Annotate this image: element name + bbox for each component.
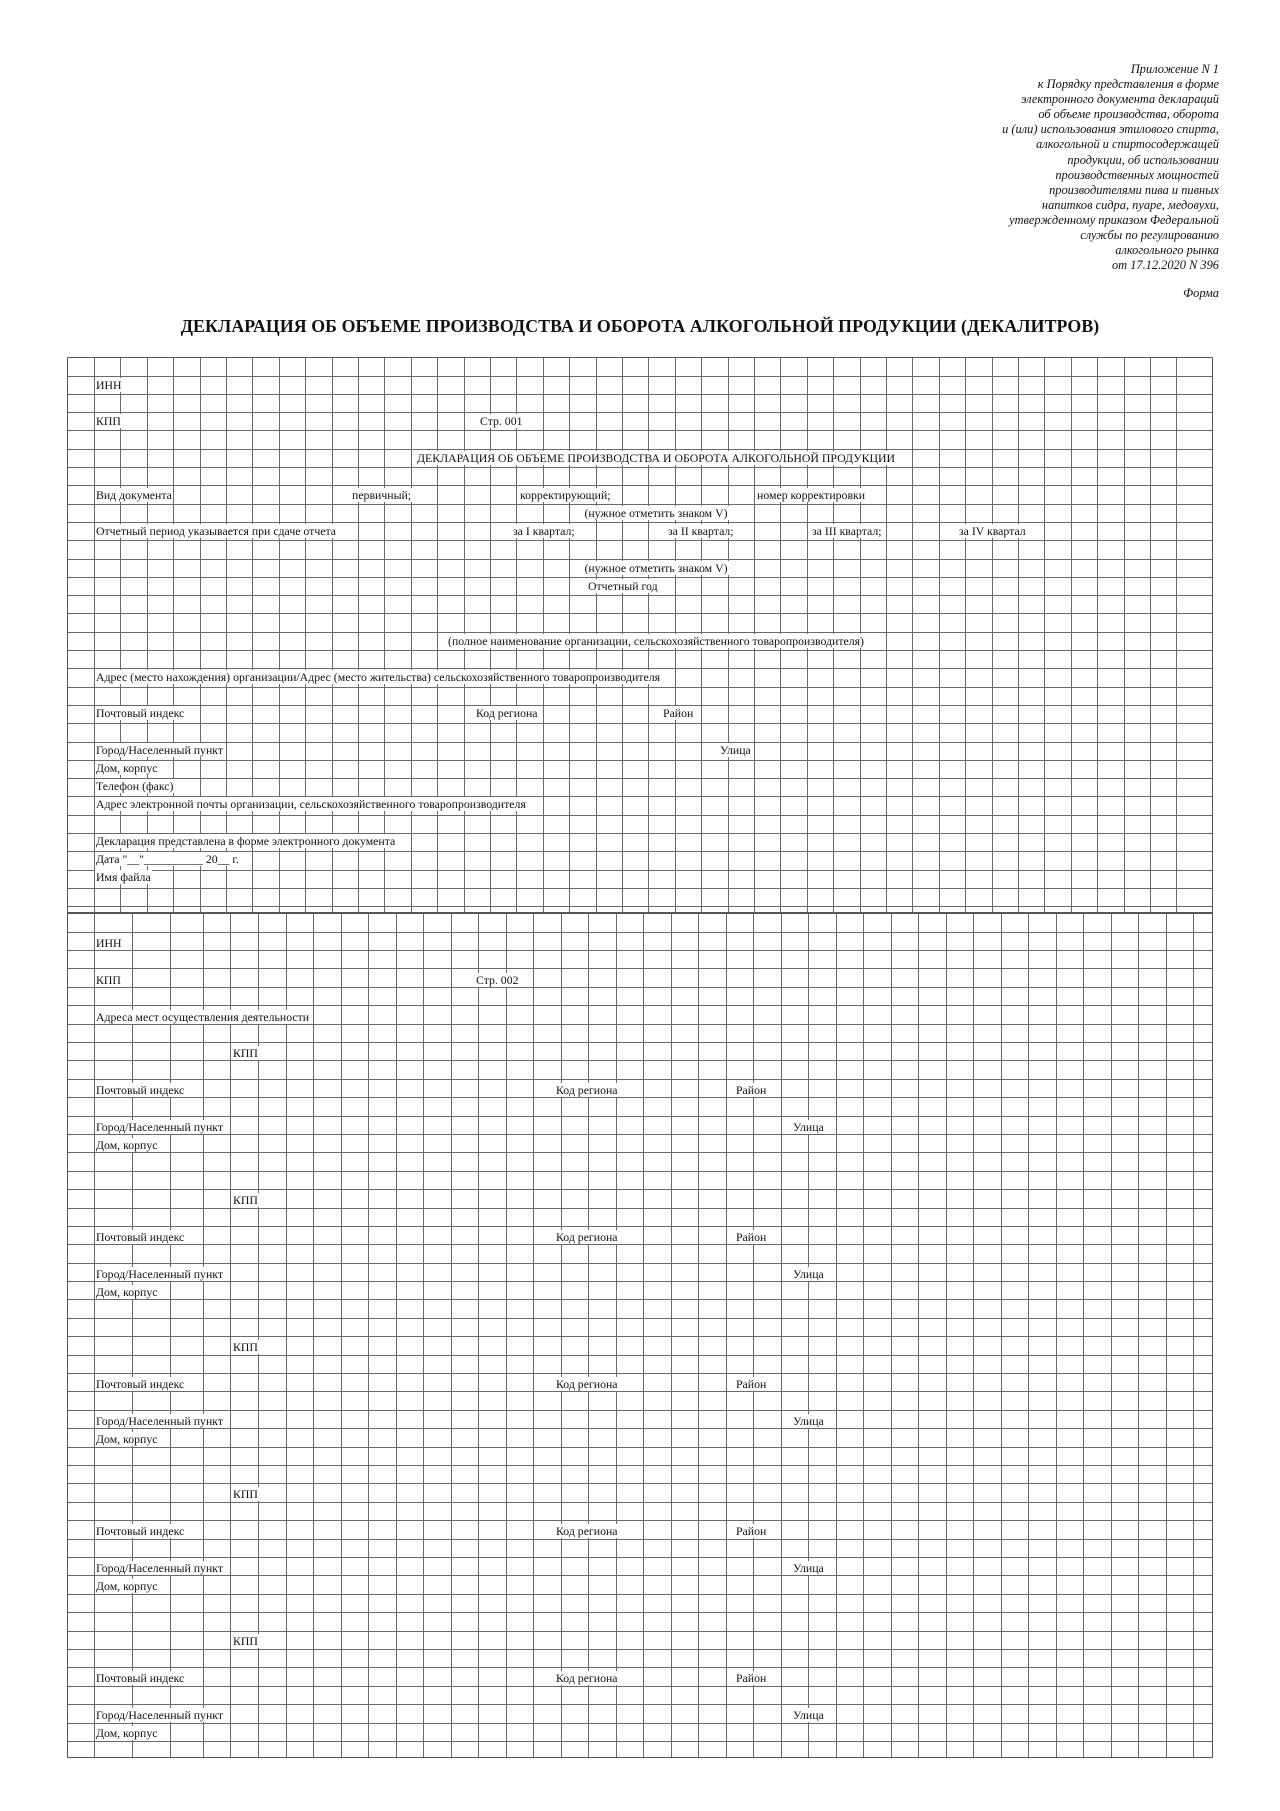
block-city-label: Город/Населенный пункт [96,1708,223,1722]
declaration-grid-page-2 [67,913,1213,1758]
block-postcode-label: Почтовый индекс [96,1230,185,1244]
activity-addresses-label: Адреса мест осуществления деятельности [96,1010,310,1024]
block-district-label: Район [736,1230,767,1244]
appendix-line: к Порядку представления в форме [1037,77,1219,92]
phone-label: Телефон (факс) [96,779,174,793]
block-city-label: Город/Населенный пункт [96,1267,223,1281]
block-street-label: Улица [793,1708,824,1722]
inn-label: ИНН [96,378,122,392]
appendix-line: и (или) использования этилового спирта, [1002,122,1219,137]
block-house-label: Дом, корпус [96,1726,158,1740]
mark-note-2: (нужное отметить знаком V) [584,561,728,575]
block-city-label: Город/Населенный пункт [96,1414,223,1428]
block-house-label: Дом, корпус [96,1579,158,1593]
postcode-label: Почтовый индекс [96,706,185,720]
mark-note: (нужное отметить знаком V) [584,506,728,520]
kpp-label: КПП [96,414,121,428]
period-label: Отчетный период указывается при сдаче отчета [96,524,337,538]
street-label: Улица [720,743,751,757]
email-label: Адрес электронной почты организации, сельскохозяйственного товаропроизводителя [96,797,526,811]
block-kpp-label: КПП [233,1193,258,1207]
block-city-label: Город/Населенный пункт [96,1120,223,1134]
appendix-line: напитков сидра, пуаре, медовухи, [1041,197,1219,212]
declaration-grid-page-1 [67,357,1213,913]
block-house-label: Дом, корпус [96,1432,158,1446]
report-year-label: Отчетный год [588,579,658,593]
block-region-code-label: Код региона [556,1230,618,1244]
appendix-line: утвержденному приказом Федеральной [1009,212,1219,227]
block-district-label: Район [736,1083,767,1097]
appendix-header [899,62,1219,273]
section-title: ДЕКЛАРАЦИЯ ОБ ОБЪЕМЕ ПРОИЗВОДСТВА И ОБОРОТА АЛКОГОЛЬНОЙ ПРОДУКЦИИ [416,451,895,465]
org-name-note: (полное наименование организации, сельскохозяйственного товаропроизводителя) [448,634,864,648]
forma-label: Форма [1183,286,1219,300]
page-title: ДЕКЛАРАЦИЯ ОБ ОБЪЕМЕ ПРОИЗВОДСТВА И ОБОРОТА АЛКОГОЛЬНОЙ ПРОДУКЦИИ (ДЕКАЛИТРОВ) [180,316,1100,336]
block-postcode-label: Почтовый индекс [96,1671,185,1685]
file-name-label: Имя файла [96,870,151,884]
block-kpp-label: КПП [233,1046,258,1060]
appendix-line: алкогольной и спиртосодержащей [1036,137,1219,152]
block-house-label: Дом, корпус [96,1138,158,1152]
inn-label: ИНН [96,936,122,950]
appendix-line: продукции, об использовании [1067,152,1219,167]
q4-option: за IV квартал [959,524,1026,538]
block-postcode-label: Почтовый индекс [96,1377,185,1391]
block-region-code-label: Код региона [556,1524,618,1538]
corrective-option: корректирующий; [520,488,611,502]
doc-type-label: Вид документа [96,488,172,502]
block-house-label: Дом, корпус [96,1285,158,1299]
block-district-label: Район [736,1524,767,1538]
q2-option: за II квартал; [668,524,734,538]
q3-option: за III квартал; [812,524,882,538]
block-street-label: Улица [793,1561,824,1575]
house-label: Дом, корпус [96,761,158,775]
appendix-line: об объеме производства, оборота [1038,107,1219,122]
appendix-line: от 17.12.2020 N 396 [1111,258,1219,273]
block-postcode-label: Почтовый индекс [96,1083,185,1097]
electronic-form-label: Декларация представлена в форме электронного документа [96,834,396,848]
date-label: Дата "__"__________ 20__ г. [96,852,239,866]
appendix-line: производителями пива и пивных [1049,182,1219,197]
block-region-code-label: Код региона [556,1377,618,1391]
primary-option: первичный; [352,488,412,502]
address-label: Адрес (место нахождения) организации/Адрес (место жительства) сельскохозяйственного товаропроизводителя [96,670,661,684]
region-code-label: Код региона [476,706,538,720]
block-district-label: Район [736,1377,767,1391]
appendix-line: производственных мощностей [1055,167,1219,182]
kpp-label: КПП [96,973,121,987]
appendix-line: службы по регулированию [1080,228,1219,243]
block-kpp-label: КПП [233,1634,258,1648]
block-kpp-label: КПП [233,1340,258,1354]
q1-option: за I квартал; [513,524,575,538]
appendix-line: алкогольного рынка [1115,243,1219,258]
appendix-line: электронного документа деклараций [1020,92,1219,107]
appendix-line: Приложение N 1 [1130,62,1219,76]
correction-number-label: номер корректировки [757,488,866,502]
block-region-code-label: Код региона [556,1083,618,1097]
grid-lines [67,913,1213,1758]
block-street-label: Улица [793,1267,824,1281]
city-label: Город/Населенный пункт [96,743,223,757]
page-number: Стр. 002 [476,973,519,987]
block-kpp-label: КПП [233,1487,258,1501]
block-city-label: Город/Населенный пункт [96,1561,223,1575]
block-district-label: Район [736,1671,767,1685]
page-number: Стр. 001 [480,414,523,428]
block-street-label: Улица [793,1120,824,1134]
block-street-label: Улица [793,1414,824,1428]
block-region-code-label: Код региона [556,1671,618,1685]
block-postcode-label: Почтовый индекс [96,1524,185,1538]
district-label: Район [663,706,694,720]
